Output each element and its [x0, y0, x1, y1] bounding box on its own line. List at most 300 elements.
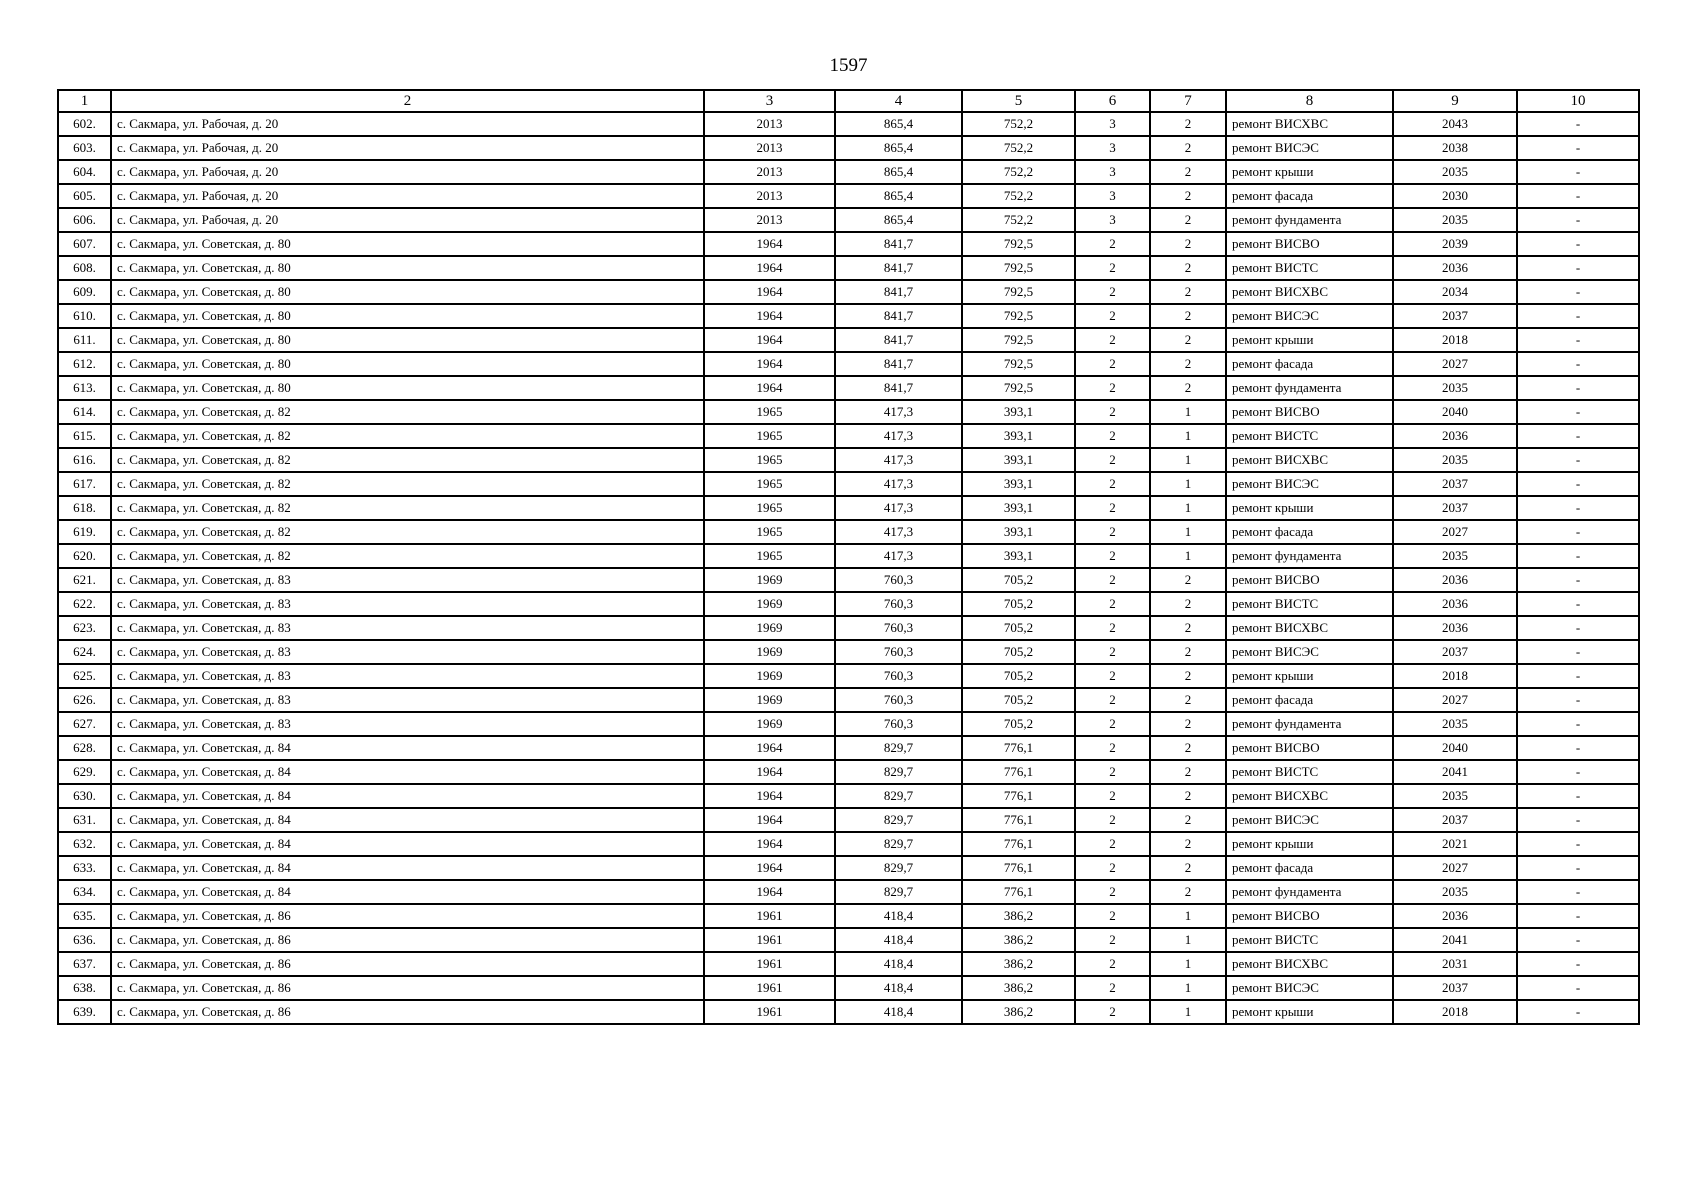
repair-type-cell: ремонт фундамента — [1226, 376, 1393, 400]
build-year-cell: 1964 — [704, 256, 835, 280]
row-number-cell: 630. — [58, 784, 111, 808]
total-area-cell: 418,4 — [835, 904, 962, 928]
note-cell: - — [1517, 352, 1639, 376]
address-cell: с. Сакмара, ул. Советская, д. 83 — [111, 712, 704, 736]
entrances-cell: 2 — [1150, 160, 1226, 184]
build-year-cell: 1964 — [704, 784, 835, 808]
floors-cell: 2 — [1075, 904, 1150, 928]
planned-year-cell: 2035 — [1393, 784, 1517, 808]
note-cell: - — [1517, 496, 1639, 520]
address-cell: с. Сакмара, ул. Рабочая, д. 20 — [111, 160, 704, 184]
address-cell: с. Сакмара, ул. Советская, д. 80 — [111, 376, 704, 400]
entrances-cell: 2 — [1150, 328, 1226, 352]
build-year-cell: 1969 — [704, 616, 835, 640]
table-row — [58, 760, 1639, 784]
floors-cell: 2 — [1075, 328, 1150, 352]
note-cell: - — [1517, 1000, 1639, 1024]
floors-cell: 2 — [1075, 688, 1150, 712]
total-area-cell: 760,3 — [835, 568, 962, 592]
total-area-cell: 865,4 — [835, 136, 962, 160]
residential-area-cell: 705,2 — [962, 568, 1075, 592]
entrances-cell: 2 — [1150, 760, 1226, 784]
planned-year-cell: 2037 — [1393, 640, 1517, 664]
table-row — [58, 376, 1639, 400]
residential-area-cell: 792,5 — [962, 376, 1075, 400]
build-year-cell: 1961 — [704, 904, 835, 928]
table-row — [58, 880, 1639, 904]
row-number-cell: 629. — [58, 760, 111, 784]
entrances-cell: 2 — [1150, 664, 1226, 688]
total-area-cell: 418,4 — [835, 1000, 962, 1024]
planned-year-cell: 2036 — [1393, 904, 1517, 928]
planned-year-cell: 2035 — [1393, 712, 1517, 736]
repair-type-cell: ремонт крыши — [1226, 496, 1393, 520]
table-row — [58, 736, 1639, 760]
build-year-cell: 1965 — [704, 496, 835, 520]
repair-type-cell: ремонт ВИСХВС — [1226, 280, 1393, 304]
entrances-cell: 1 — [1150, 496, 1226, 520]
floors-cell: 2 — [1075, 712, 1150, 736]
floors-cell: 3 — [1075, 208, 1150, 232]
address-cell: с. Сакмара, ул. Советская, д. 83 — [111, 688, 704, 712]
planned-year-cell: 2031 — [1393, 952, 1517, 976]
repair-type-cell: ремонт фасада — [1226, 688, 1393, 712]
note-cell: - — [1517, 568, 1639, 592]
entrances-cell: 2 — [1150, 592, 1226, 616]
table-header-row — [58, 90, 1639, 112]
residential-area-cell: 705,2 — [962, 664, 1075, 688]
build-year-cell: 1961 — [704, 1000, 835, 1024]
note-cell: - — [1517, 376, 1639, 400]
table-row — [58, 976, 1639, 1000]
planned-year-cell: 2030 — [1393, 184, 1517, 208]
row-number-cell: 632. — [58, 832, 111, 856]
planned-year-cell: 2043 — [1393, 112, 1517, 136]
repair-type-cell: ремонт ВИСТС — [1226, 760, 1393, 784]
row-number-cell: 621. — [58, 568, 111, 592]
row-number-cell: 613. — [58, 376, 111, 400]
table-row — [58, 616, 1639, 640]
note-cell: - — [1517, 616, 1639, 640]
note-cell: - — [1517, 328, 1639, 352]
residential-area-cell: 705,2 — [962, 592, 1075, 616]
address-cell: с. Сакмара, ул. Советская, д. 83 — [111, 616, 704, 640]
table-row — [58, 640, 1639, 664]
row-number-cell: 631. — [58, 808, 111, 832]
build-year-cell: 2013 — [704, 136, 835, 160]
build-year-cell: 1964 — [704, 352, 835, 376]
build-year-cell: 1969 — [704, 712, 835, 736]
address-cell: с. Сакмара, ул. Советская, д. 80 — [111, 328, 704, 352]
entrances-cell: 1 — [1150, 1000, 1226, 1024]
floors-cell: 2 — [1075, 880, 1150, 904]
repair-type-cell: ремонт ВИСТС — [1226, 256, 1393, 280]
total-area-cell: 760,3 — [835, 592, 962, 616]
note-cell: - — [1517, 784, 1639, 808]
residential-area-cell: 393,1 — [962, 544, 1075, 568]
repair-type-cell: ремонт крыши — [1226, 664, 1393, 688]
repair-type-cell: ремонт фундамента — [1226, 712, 1393, 736]
address-cell: с. Сакмара, ул. Советская, д. 82 — [111, 448, 704, 472]
table-row — [58, 520, 1639, 544]
residential-area-cell: 752,2 — [962, 184, 1075, 208]
planned-year-cell: 2018 — [1393, 328, 1517, 352]
table-row — [58, 328, 1639, 352]
floors-cell: 2 — [1075, 784, 1150, 808]
address-cell: с. Сакмара, ул. Советская, д. 80 — [111, 304, 704, 328]
total-area-cell: 418,4 — [835, 928, 962, 952]
planned-year-cell: 2018 — [1393, 1000, 1517, 1024]
note-cell: - — [1517, 664, 1639, 688]
planned-year-cell: 2035 — [1393, 160, 1517, 184]
residential-area-cell: 792,5 — [962, 232, 1075, 256]
table-row — [58, 688, 1639, 712]
row-number-cell: 611. — [58, 328, 111, 352]
floors-cell: 2 — [1075, 304, 1150, 328]
note-cell: - — [1517, 592, 1639, 616]
note-cell: - — [1517, 544, 1639, 568]
repair-type-cell: ремонт крыши — [1226, 1000, 1393, 1024]
row-number-cell: 627. — [58, 712, 111, 736]
table-row — [58, 544, 1639, 568]
planned-year-cell: 2021 — [1393, 832, 1517, 856]
total-area-cell: 417,3 — [835, 496, 962, 520]
residential-area-cell: 752,2 — [962, 160, 1075, 184]
build-year-cell: 1961 — [704, 928, 835, 952]
planned-year-cell: 2027 — [1393, 520, 1517, 544]
table-row — [58, 400, 1639, 424]
entrances-cell: 1 — [1150, 472, 1226, 496]
planned-year-cell: 2041 — [1393, 760, 1517, 784]
entrances-cell: 2 — [1150, 688, 1226, 712]
floors-cell: 2 — [1075, 232, 1150, 256]
total-area-cell: 417,3 — [835, 472, 962, 496]
note-cell: - — [1517, 928, 1639, 952]
table-row — [58, 136, 1639, 160]
note-cell: - — [1517, 880, 1639, 904]
entrances-cell: 2 — [1150, 880, 1226, 904]
address-cell: с. Сакмара, ул. Советская, д. 82 — [111, 520, 704, 544]
column-header-3: 3 — [704, 90, 835, 112]
build-year-cell: 1965 — [704, 472, 835, 496]
floors-cell: 2 — [1075, 352, 1150, 376]
note-cell: - — [1517, 232, 1639, 256]
entrances-cell: 2 — [1150, 280, 1226, 304]
repair-type-cell: ремонт ВИСЭС — [1226, 472, 1393, 496]
table-row — [58, 1000, 1639, 1024]
total-area-cell: 829,7 — [835, 784, 962, 808]
row-number-cell: 639. — [58, 1000, 111, 1024]
row-number-cell: 622. — [58, 592, 111, 616]
planned-year-cell: 2036 — [1393, 424, 1517, 448]
planned-year-cell: 2037 — [1393, 496, 1517, 520]
entrances-cell: 1 — [1150, 904, 1226, 928]
floors-cell: 2 — [1075, 448, 1150, 472]
build-year-cell: 1964 — [704, 808, 835, 832]
note-cell: - — [1517, 280, 1639, 304]
total-area-cell: 841,7 — [835, 304, 962, 328]
total-area-cell: 841,7 — [835, 328, 962, 352]
planned-year-cell: 2036 — [1393, 256, 1517, 280]
residential-area-cell: 752,2 — [962, 112, 1075, 136]
row-number-cell: 604. — [58, 160, 111, 184]
entrances-cell: 2 — [1150, 616, 1226, 640]
total-area-cell: 841,7 — [835, 232, 962, 256]
planned-year-cell: 2036 — [1393, 568, 1517, 592]
residential-area-cell: 393,1 — [962, 472, 1075, 496]
floors-cell: 2 — [1075, 856, 1150, 880]
address-cell: с. Сакмара, ул. Советская, д. 82 — [111, 496, 704, 520]
entrances-cell: 2 — [1150, 376, 1226, 400]
repair-type-cell: ремонт крыши — [1226, 328, 1393, 352]
entrances-cell: 1 — [1150, 952, 1226, 976]
entrances-cell: 2 — [1150, 856, 1226, 880]
build-year-cell: 1965 — [704, 424, 835, 448]
column-header-7: 7 — [1150, 90, 1226, 112]
repair-type-cell: ремонт крыши — [1226, 832, 1393, 856]
floors-cell: 2 — [1075, 280, 1150, 304]
repair-type-cell: ремонт фундамента — [1226, 544, 1393, 568]
table-row — [58, 304, 1639, 328]
total-area-cell: 760,3 — [835, 688, 962, 712]
total-area-cell: 829,7 — [835, 856, 962, 880]
row-number-cell: 610. — [58, 304, 111, 328]
planned-year-cell: 2027 — [1393, 688, 1517, 712]
total-area-cell: 829,7 — [835, 832, 962, 856]
build-year-cell: 1961 — [704, 976, 835, 1000]
row-number-cell: 619. — [58, 520, 111, 544]
floors-cell: 3 — [1075, 136, 1150, 160]
planned-year-cell: 2037 — [1393, 472, 1517, 496]
table-row — [58, 448, 1639, 472]
address-cell: с. Сакмара, ул. Советская, д. 86 — [111, 976, 704, 1000]
planned-year-cell: 2036 — [1393, 616, 1517, 640]
address-cell: с. Сакмара, ул. Советская, д. 80 — [111, 280, 704, 304]
repair-type-cell: ремонт ВИСХВС — [1226, 616, 1393, 640]
floors-cell: 2 — [1075, 736, 1150, 760]
repair-type-cell: ремонт ВИСТС — [1226, 424, 1393, 448]
table-row — [58, 256, 1639, 280]
table-row — [58, 280, 1639, 304]
total-area-cell: 417,3 — [835, 424, 962, 448]
residential-area-cell: 386,2 — [962, 976, 1075, 1000]
note-cell: - — [1517, 808, 1639, 832]
note-cell: - — [1517, 736, 1639, 760]
address-cell: с. Сакмара, ул. Советская, д. 83 — [111, 592, 704, 616]
note-cell: - — [1517, 856, 1639, 880]
residential-area-cell: 393,1 — [962, 520, 1075, 544]
total-area-cell: 829,7 — [835, 808, 962, 832]
residential-area-cell: 705,2 — [962, 688, 1075, 712]
build-year-cell: 2013 — [704, 208, 835, 232]
repair-type-cell: ремонт ВИСВО — [1226, 904, 1393, 928]
row-number-cell: 605. — [58, 184, 111, 208]
floors-cell: 2 — [1075, 1000, 1150, 1024]
row-number-cell: 635. — [58, 904, 111, 928]
repair-type-cell: ремонт ВИСХВС — [1226, 952, 1393, 976]
total-area-cell: 865,4 — [835, 160, 962, 184]
residential-area-cell: 752,2 — [962, 136, 1075, 160]
build-year-cell: 1969 — [704, 640, 835, 664]
column-header-1: 1 — [58, 90, 111, 112]
floors-cell: 2 — [1075, 952, 1150, 976]
repair-type-cell: ремонт крыши — [1226, 160, 1393, 184]
entrances-cell: 1 — [1150, 424, 1226, 448]
residential-area-cell: 393,1 — [962, 400, 1075, 424]
entrances-cell: 2 — [1150, 736, 1226, 760]
build-year-cell: 1969 — [704, 568, 835, 592]
address-cell: с. Сакмара, ул. Советская, д. 83 — [111, 568, 704, 592]
total-area-cell: 760,3 — [835, 712, 962, 736]
entrances-cell: 2 — [1150, 256, 1226, 280]
row-number-cell: 609. — [58, 280, 111, 304]
build-year-cell: 1969 — [704, 688, 835, 712]
entrances-cell: 2 — [1150, 184, 1226, 208]
address-cell: с. Сакмара, ул. Советская, д. 86 — [111, 1000, 704, 1024]
column-header-6: 6 — [1075, 90, 1150, 112]
total-area-cell: 417,3 — [835, 520, 962, 544]
build-year-cell: 1964 — [704, 832, 835, 856]
entrances-cell: 1 — [1150, 520, 1226, 544]
address-cell: с. Сакмара, ул. Советская, д. 84 — [111, 880, 704, 904]
note-cell: - — [1517, 160, 1639, 184]
table-row — [58, 904, 1639, 928]
entrances-cell: 1 — [1150, 448, 1226, 472]
repair-type-cell: ремонт фундамента — [1226, 880, 1393, 904]
address-cell: с. Сакмара, ул. Советская, д. 84 — [111, 784, 704, 808]
table-row — [58, 568, 1639, 592]
table-row — [58, 808, 1639, 832]
residential-area-cell: 393,1 — [962, 448, 1075, 472]
entrances-cell: 1 — [1150, 976, 1226, 1000]
note-cell: - — [1517, 472, 1639, 496]
table-body — [58, 112, 1639, 1024]
column-header-10: 10 — [1517, 90, 1639, 112]
repair-type-cell: ремонт ВИСТС — [1226, 928, 1393, 952]
total-area-cell: 829,7 — [835, 760, 962, 784]
floors-cell: 2 — [1075, 472, 1150, 496]
row-number-cell: 636. — [58, 928, 111, 952]
note-cell: - — [1517, 952, 1639, 976]
residential-area-cell: 386,2 — [962, 928, 1075, 952]
row-number-cell: 608. — [58, 256, 111, 280]
table-row — [58, 664, 1639, 688]
repair-type-cell: ремонт ВИСХВС — [1226, 112, 1393, 136]
entrances-cell: 2 — [1150, 136, 1226, 160]
row-number-cell: 607. — [58, 232, 111, 256]
note-cell: - — [1517, 208, 1639, 232]
residential-area-cell: 776,1 — [962, 736, 1075, 760]
total-area-cell: 865,4 — [835, 184, 962, 208]
repair-type-cell: ремонт ВИСЭС — [1226, 640, 1393, 664]
planned-year-cell: 2035 — [1393, 208, 1517, 232]
row-number-cell: 603. — [58, 136, 111, 160]
residential-area-cell: 776,1 — [962, 856, 1075, 880]
total-area-cell: 841,7 — [835, 376, 962, 400]
floors-cell: 2 — [1075, 520, 1150, 544]
table-row — [58, 208, 1639, 232]
note-cell: - — [1517, 904, 1639, 928]
floors-cell: 3 — [1075, 184, 1150, 208]
build-year-cell: 1964 — [704, 304, 835, 328]
address-cell: с. Сакмара, ул. Советская, д. 84 — [111, 832, 704, 856]
row-number-cell: 633. — [58, 856, 111, 880]
floors-cell: 2 — [1075, 928, 1150, 952]
repair-type-cell: ремонт фасада — [1226, 352, 1393, 376]
residential-area-cell: 776,1 — [962, 760, 1075, 784]
note-cell: - — [1517, 424, 1639, 448]
total-area-cell: 760,3 — [835, 664, 962, 688]
note-cell: - — [1517, 184, 1639, 208]
residential-area-cell: 792,5 — [962, 304, 1075, 328]
build-year-cell: 1965 — [704, 448, 835, 472]
column-header-8: 8 — [1226, 90, 1393, 112]
planned-year-cell: 2034 — [1393, 280, 1517, 304]
row-number-cell: 623. — [58, 616, 111, 640]
floors-cell: 2 — [1075, 544, 1150, 568]
planned-year-cell: 2018 — [1393, 664, 1517, 688]
table-row — [58, 472, 1639, 496]
build-year-cell: 1969 — [704, 592, 835, 616]
housing-repair-table — [57, 89, 1640, 1025]
entrances-cell: 2 — [1150, 640, 1226, 664]
residential-area-cell: 386,2 — [962, 1000, 1075, 1024]
build-year-cell: 2013 — [704, 112, 835, 136]
entrances-cell: 2 — [1150, 352, 1226, 376]
build-year-cell: 1969 — [704, 664, 835, 688]
residential-area-cell: 792,5 — [962, 280, 1075, 304]
repair-type-cell: ремонт ВИСЭС — [1226, 976, 1393, 1000]
table-row — [58, 856, 1639, 880]
residential-area-cell: 705,2 — [962, 712, 1075, 736]
note-cell: - — [1517, 976, 1639, 1000]
entrances-cell: 1 — [1150, 544, 1226, 568]
total-area-cell: 417,3 — [835, 448, 962, 472]
entrances-cell: 2 — [1150, 832, 1226, 856]
address-cell: с. Сакмара, ул. Советская, д. 82 — [111, 544, 704, 568]
total-area-cell: 418,4 — [835, 976, 962, 1000]
address-cell: с. Сакмара, ул. Рабочая, д. 20 — [111, 184, 704, 208]
repair-type-cell: ремонт ВИСЭС — [1226, 304, 1393, 328]
repair-type-cell: ремонт фундамента — [1226, 208, 1393, 232]
total-area-cell: 417,3 — [835, 400, 962, 424]
table-row — [58, 424, 1639, 448]
row-number-cell: 620. — [58, 544, 111, 568]
residential-area-cell: 776,1 — [962, 784, 1075, 808]
floors-cell: 3 — [1075, 112, 1150, 136]
repair-type-cell: ремонт ВИСВО — [1226, 232, 1393, 256]
note-cell: - — [1517, 136, 1639, 160]
floors-cell: 2 — [1075, 976, 1150, 1000]
table-row — [58, 832, 1639, 856]
address-cell: с. Сакмара, ул. Советская, д. 84 — [111, 856, 704, 880]
table-row — [58, 184, 1639, 208]
note-cell: - — [1517, 256, 1639, 280]
address-cell: с. Сакмара, ул. Рабочая, д. 20 — [111, 208, 704, 232]
floors-cell: 2 — [1075, 424, 1150, 448]
note-cell: - — [1517, 400, 1639, 424]
planned-year-cell: 2037 — [1393, 808, 1517, 832]
column-header-5: 5 — [962, 90, 1075, 112]
build-year-cell: 1964 — [704, 232, 835, 256]
residential-area-cell: 776,1 — [962, 808, 1075, 832]
build-year-cell: 1964 — [704, 280, 835, 304]
address-cell: с. Сакмара, ул. Советская, д. 83 — [111, 640, 704, 664]
total-area-cell: 841,7 — [835, 280, 962, 304]
floors-cell: 2 — [1075, 568, 1150, 592]
address-cell: с. Сакмара, ул. Советская, д. 80 — [111, 352, 704, 376]
note-cell: - — [1517, 688, 1639, 712]
